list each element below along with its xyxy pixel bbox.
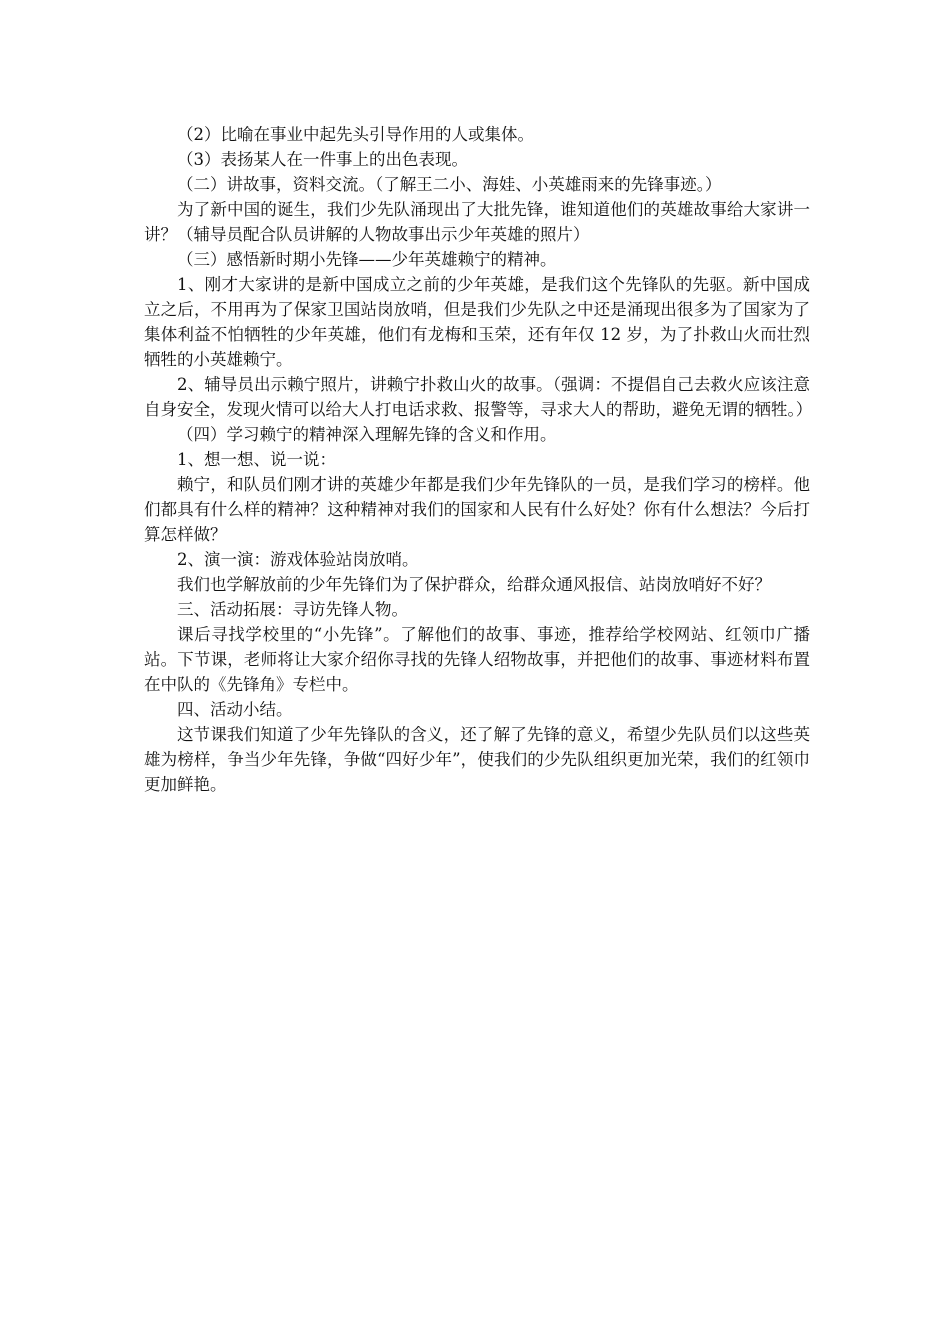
section-heading-learning: （四）学习赖宁的精神深入理解先锋的含义和作用。 xyxy=(177,425,557,444)
paragraph-new-era-heroes: 1、刚才大家讲的是新中国成立之前的少年英雄，是我们这个先锋队的先驱。新中国成立之后，不用再为了保家卫国站岗放哨，但是我们少先队之中还是涌现出很多为了国家为了集体利益不怕牺牲的少年英雄，他们有龙梅和玉荣，还有年仅 12 岁，为了扑救山火而壮烈牺牲的小英雄赖宁。 xyxy=(144,275,810,369)
paragraph-role-play: 我们也学解放前的少年先锋们为了保护群众，给群众通风报信、站岗放哨好不好？ xyxy=(177,575,771,594)
document-body xyxy=(144,122,813,797)
section-heading-summary: 四、活动小结。 xyxy=(177,700,293,719)
subheading-think-and-say: 1、想一想、说一说： xyxy=(177,450,336,469)
paragraph-summary: 这节课我们知道了少年先锋队的含义，还了解了先锋的意义，希望少先队员们以这些英雄为榜样，争当少年先锋，争做“四好少年”，使我们的少先队组织更加光荣，我们的红领巾更加鲜艳。 xyxy=(144,725,810,794)
subheading-role-play: 2、演一演：游戏体验站岗放哨。 xyxy=(177,550,419,569)
paragraph-extension: 课后寻找学校里的“小先锋”。了解他们的故事、事迹，推荐给学校网站、红领巾广播站。下节课，老师将让大家介绍你寻找的先锋人绍物故事，并把他们的故事、事迹材料布置在中队的《先锋角》专栏中。 xyxy=(144,625,810,694)
paragraph-definition-3: （3）表扬某人在一件事上的出色表现。 xyxy=(177,150,468,169)
section-heading-extension: 三、活动拓展：寻访先锋人物。 xyxy=(177,600,408,619)
paragraph-storytelling: 为了新中国的诞生，我们少先队涌现出了大批先锋，谁知道他们的英雄故事给大家讲一讲？（辅导员配合队员讲解的人物故事出示少年英雄的照片） xyxy=(144,200,810,244)
paragraph-lai-ning-story: 2、辅导员出示赖宁照片，讲赖宁扑救山火的故事。（强调：不提倡自己去救火应该注意自身安全，发现火情可以给大人打电话求救、报警等，寻求大人的帮助，避免无谓的牺牲。） xyxy=(144,375,813,419)
paragraph-think-and-say: 赖宁，和队员们刚才讲的英雄少年都是我们少年先锋队的一员，是我们学习的榜样。他们都具有什么样的精神？这种精神对我们的国家和人民有什么好处？你有什么想法？今后打算怎样做？ xyxy=(144,475,810,544)
paragraph-definition-2: （2）比喻在事业中起先头引导作用的人或集体。 xyxy=(177,125,534,144)
section-heading-storytelling: （二）讲故事，资料交流。（了解王二小、海娃、小英雄雨来的先锋事迹。） xyxy=(177,175,722,194)
section-heading-new-era: （三）感悟新时期小先锋——少年英雄赖宁的精神。 xyxy=(177,250,557,269)
